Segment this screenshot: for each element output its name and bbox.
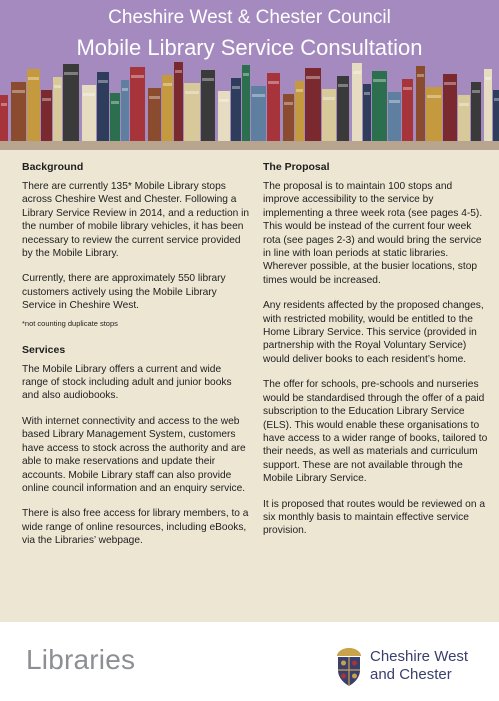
book-band <box>131 75 144 78</box>
book-band <box>163 83 172 86</box>
book-spine <box>110 93 120 141</box>
book-band <box>403 87 412 90</box>
book-band <box>472 90 480 93</box>
book-band <box>323 97 335 100</box>
book-spine <box>63 64 79 141</box>
book-band <box>1 103 7 106</box>
book-spine <box>352 63 362 141</box>
book-band <box>122 88 128 91</box>
book-spine <box>130 67 145 141</box>
book-band <box>338 84 348 87</box>
book-band <box>185 91 199 94</box>
book-band <box>417 74 424 77</box>
book-band <box>175 70 182 73</box>
book-band <box>28 77 39 80</box>
book-band <box>485 77 491 80</box>
book-band <box>111 101 119 104</box>
book-band <box>219 99 229 102</box>
book-band <box>364 92 370 95</box>
shelf <box>0 141 499 150</box>
content-area <box>0 150 499 622</box>
book-spine <box>0 95 8 141</box>
book-band <box>98 80 108 83</box>
book-spine <box>493 90 499 141</box>
book-band <box>306 76 320 79</box>
book-band <box>83 93 95 96</box>
book-spine <box>41 90 52 141</box>
book-spine <box>148 88 161 141</box>
book-spine <box>218 91 230 141</box>
book-band <box>268 81 279 84</box>
proposal-paragraph-1: The proposal is to maintain 100 stops and improve accessibility to the service by implementing a three week rota (see pages 4-5). This would be instead of the current four week rota (see pages 2-3) and would bring the service in line with loan periods at static libraries. Wherever possible, at the busier locations, stop times would be increased. <box>263 181 483 286</box>
book-band <box>12 90 25 93</box>
book-spine <box>283 94 294 141</box>
book-band <box>252 94 265 97</box>
book-spine <box>174 62 183 141</box>
book-band <box>284 102 293 105</box>
book-band <box>353 71 361 74</box>
proposal-paragraph-4: It is proposed that routes would be reviewed on a six monthly basis to maintain effective service provision. <box>263 498 485 537</box>
book-band <box>149 96 160 99</box>
background-paragraph-2: Currently, there are approximately 550 library customers actively using the Mobile Library Service in Cheshire West. <box>22 273 226 312</box>
book-band <box>444 82 456 85</box>
proposal-paragraph-2: Any residents affected by the proposed changes, with restricted mobility, would be entitled to the Home Library Service. This service (provided in partnership with the Royal Voluntary Service) would deliver books to each resident’s home. <box>263 300 484 365</box>
footer <box>0 622 499 701</box>
book-band <box>202 78 214 81</box>
book-band <box>42 98 51 101</box>
book-spine <box>242 65 250 141</box>
book-spine <box>388 92 401 141</box>
book-spine <box>322 89 336 141</box>
council-crest-icon <box>334 646 364 688</box>
council-name-line-2: and Chester <box>370 666 452 683</box>
left-column <box>22 160 250 560</box>
background-paragraph-1: There are currently 135* Mobile Library stops across Cheshire West and Chester. Following a Library Service Review in 2014, and a reduction in the number of mobile library vehicles, it has been necessary to review the current service provided by the Mobile Library. <box>22 181 250 260</box>
background-heading: Background <box>22 161 84 173</box>
book-band <box>459 103 469 106</box>
book-band <box>389 100 400 103</box>
proposal-heading: The Proposal <box>263 161 330 173</box>
services-heading: Services <box>22 343 66 356</box>
proposal-paragraph-3: The offer for schools, pre-schools and nurseries would be standardised through the offer of a paid subscription to the Education Library Service (ELS). This would enable these organisations to have access to a wider range of books, tailored to their needs, as well as materials and curriculum support. These are not available through the Mobile Library Service. <box>263 379 488 485</box>
book-spine <box>458 95 470 141</box>
book-band <box>243 73 249 76</box>
book-spine <box>416 66 425 141</box>
book-band <box>64 72 78 75</box>
book-band <box>54 85 61 88</box>
footnote: *not counting duplicate stops <box>22 318 118 328</box>
book-band <box>296 89 303 92</box>
book-band <box>232 86 240 89</box>
consultation-title: Mobile Library Service Consultation <box>76 35 423 60</box>
libraries-logo: Libraries <box>26 644 136 675</box>
book-band <box>494 98 499 101</box>
council-name-line-1: Cheshire West <box>370 648 469 665</box>
services-paragraph-3: There is also free access for library members, to a wide range of online resources, including eBooks, via the Libraries’ webpage. <box>22 508 249 547</box>
council-title: Cheshire West & Chester Council <box>108 7 391 28</box>
right-column <box>263 160 491 550</box>
services-paragraph-1: The Mobile Library offers a current and wide range of stock including adult and junior books and also audiobooks. <box>22 363 232 402</box>
book-band <box>373 79 386 82</box>
book-band <box>427 95 441 98</box>
services-paragraph-2: With internet connectivity and access to the web based Library Management System, customers have access to stock across the authority and are able to make reservations and update their accounts. Mobile Library staff can also provide online council information and an enquiry service. <box>22 415 246 494</box>
header-banner <box>0 0 499 150</box>
